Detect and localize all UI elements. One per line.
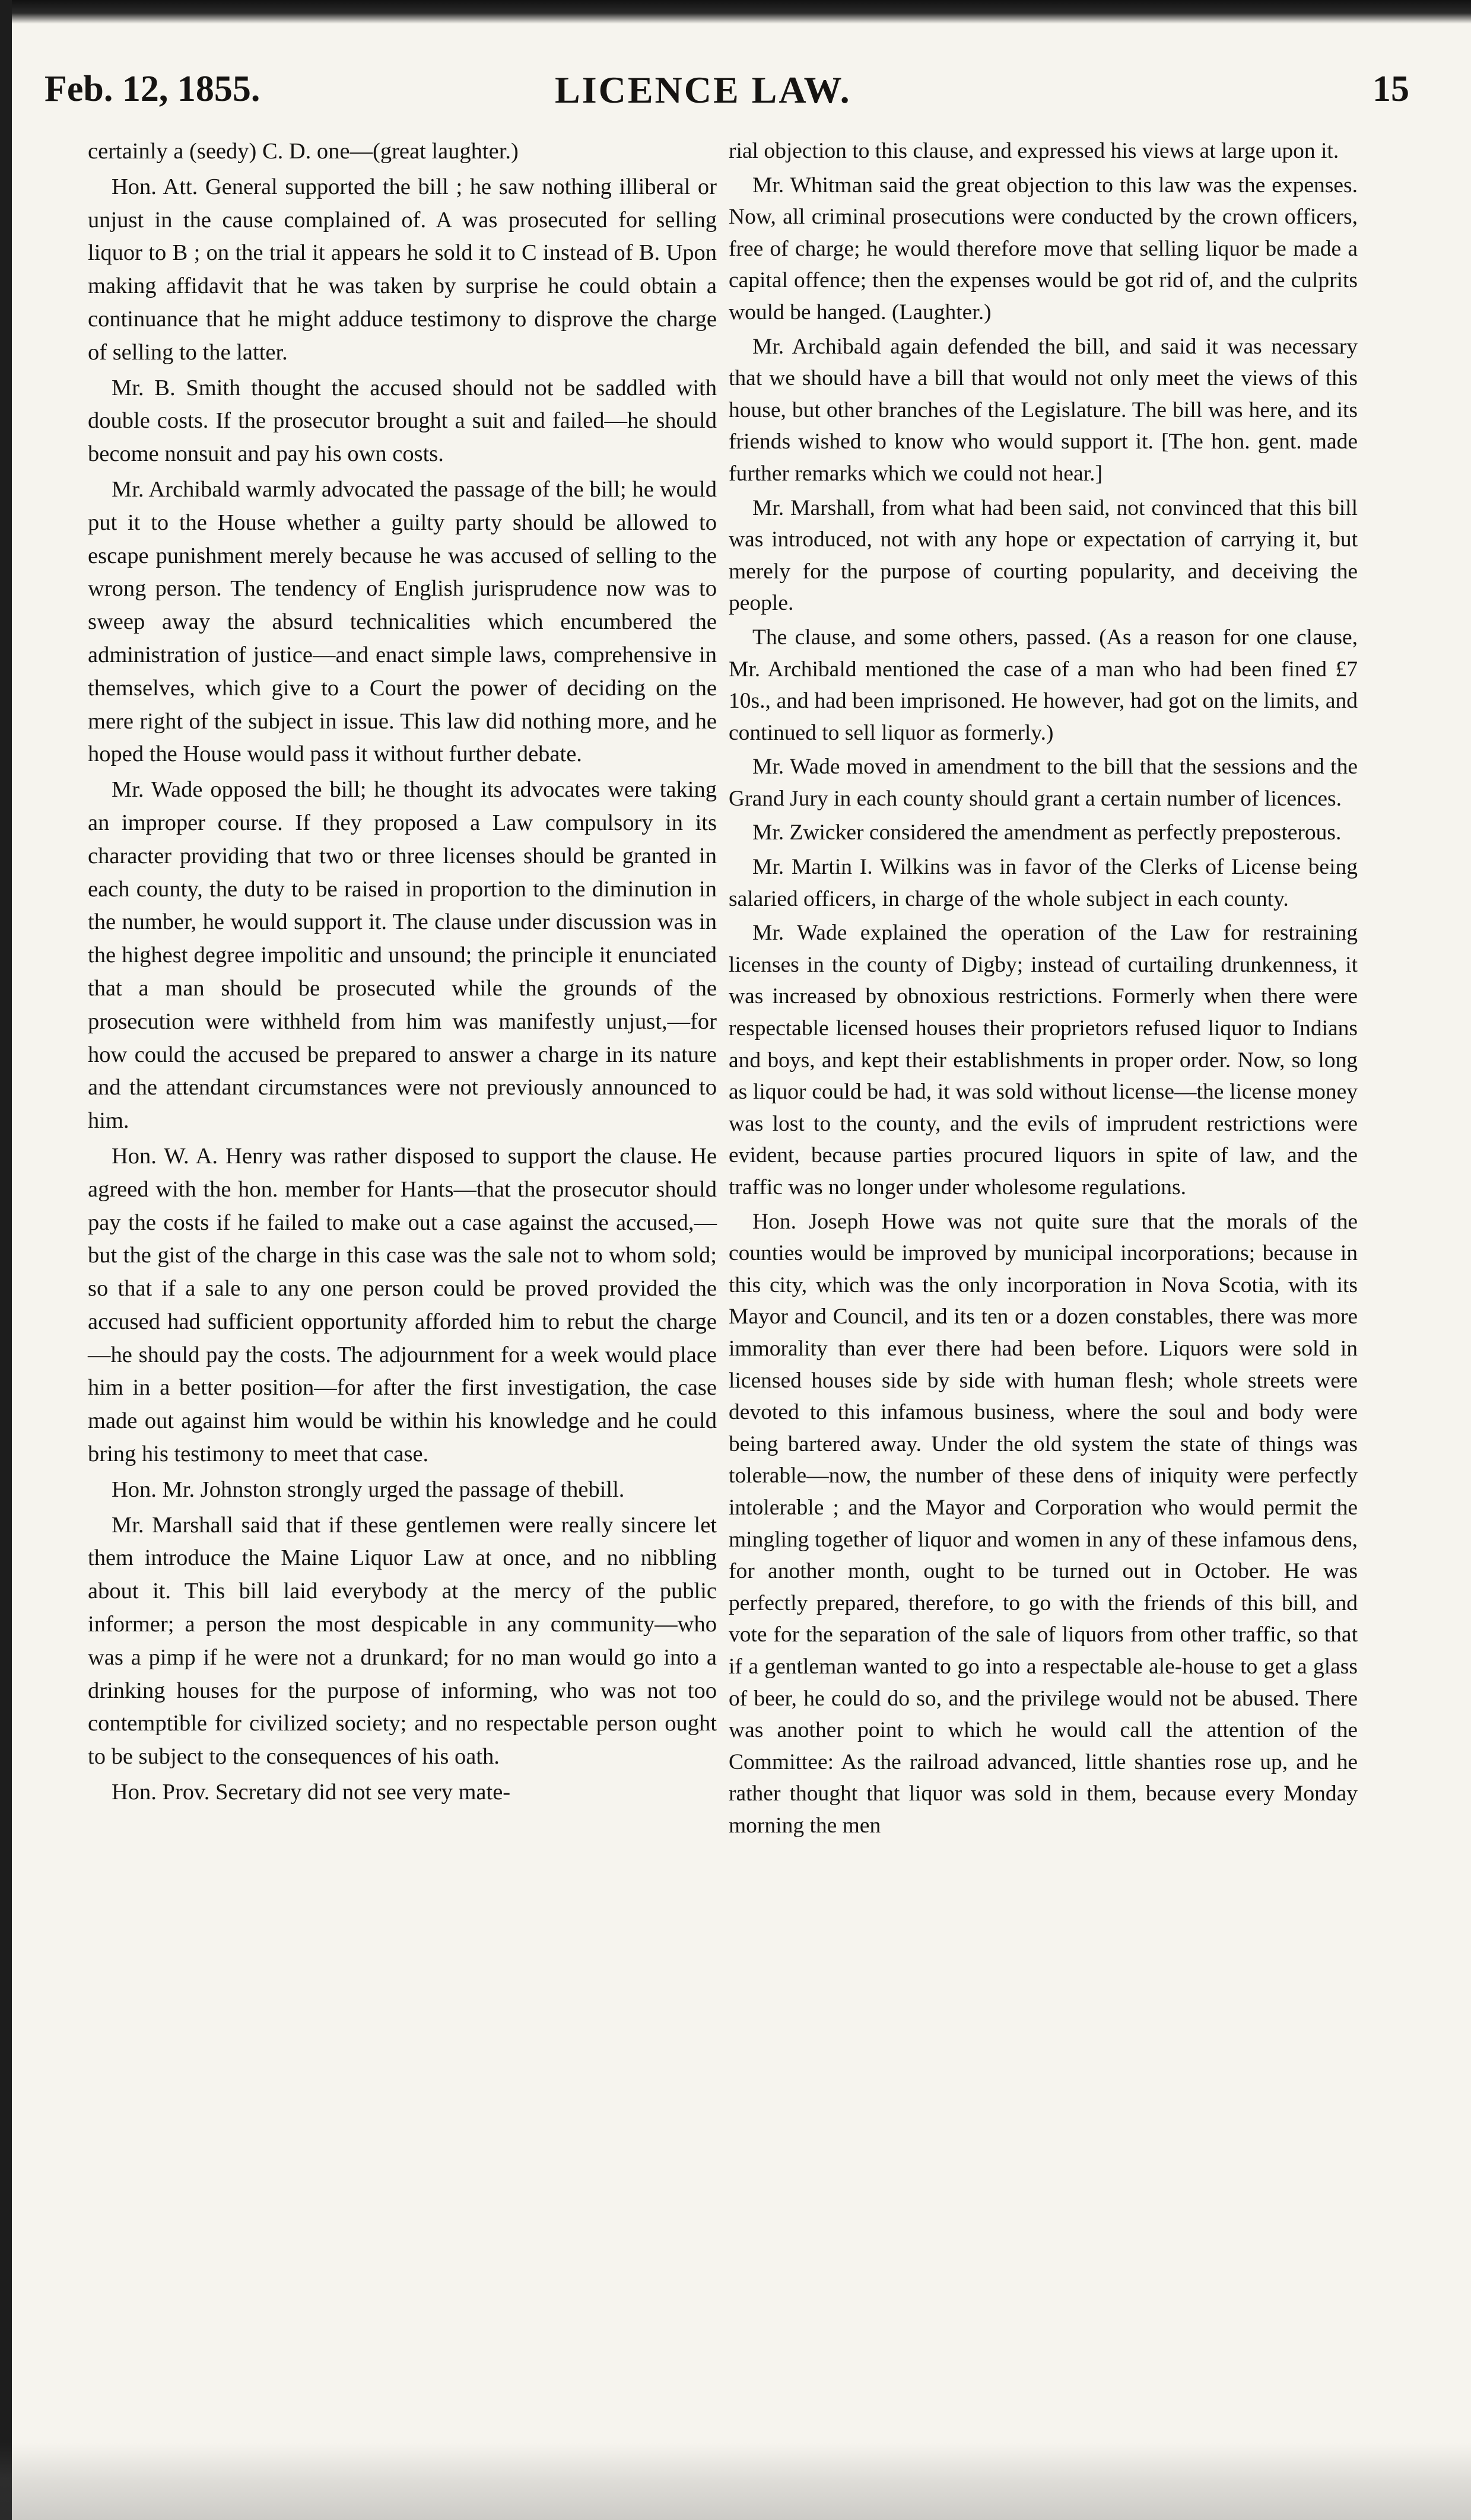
top-border — [0, 0, 1471, 24]
paragraph: Mr. Wade moved in amendment to the bill that the sessions and the Grand Jury in each county should grant a certain number of licences. — [729, 755, 1358, 811]
scan-noise — [0, 2443, 1471, 2520]
header-date: Feb. 12, 1855. — [45, 69, 260, 109]
paragraph: certainly a (seedy) C. D. one—(great laughter.) — [88, 139, 519, 164]
paragraph: Mr. Marshall, from what had been said, not convinced that this bill was introduced, not with any hope or expectation of carrying it, but merely for the purpose of courting popularity, and deceiving the people. — [729, 495, 1358, 616]
header-title: LICENCE LAW. — [555, 69, 852, 111]
paragraph: rial objection to this clause, and expressed his views at large upon it. — [729, 139, 1339, 163]
left-column — [88, 135, 717, 1812]
paragraph: Hon. Mr. Johnston strongly urged the passage of thebill. — [112, 1477, 625, 1502]
left-edge — [0, 0, 12, 2520]
page-number: 15 — [1372, 69, 1409, 109]
paragraph: Mr. Whitman said the great objection to this law was the expenses. Now, all criminal prosecutions were conducted by the crown officers, free of charge; he would therefore move that selling liquor be made a capital offence; then the expenses would be got rid of, and the culprits would be hanged. (Laughter.) — [729, 173, 1358, 324]
paragraph: Mr. Wade opposed the bill; he thought its advocates were taking an improper course. If they proposed a Law compulsory in its character providing that two or three licenses should be granted in each county, the duty to be raised in proportion to the diminution in the number, he would support it. The clause under discussion was in the highest degree impolitic and unsound; the principle it enunciated that a man should be prosecuted while the grounds of the prosecution were withheld from him was manifestly unjust,—for how could the accused be prepared to answer a charge in its nature and the attendant circumstances were not previously announced to him. — [88, 777, 717, 1134]
right-column — [729, 135, 1358, 1844]
paragraph: Mr. Zwicker considered the amendment as perfectly preposterous. — [752, 820, 1342, 845]
paragraph: Mr. B. Smith thought the accused should not be saddled with double costs. If the prosecutor brought a suit and failed—he should become nonsuit and pay his own costs. — [88, 375, 717, 467]
page-header — [45, 68, 1409, 122]
paragraph: Mr. Wade explained the operation of the Law for restraining licenses in the county of Digby; instead of curtailing drunkenness, it was increased by obnoxious restrictions. Formerly when there were respectable licensed houses their proprietors refused liquor to Indians and boys, and kept their establishments in proper order. Now, so long as liquor could be had, it was sold without license—the license money was lost to the county, and the evils of imprudent restrictions were evident, because parties procured liquors in spite of law, and the traffic was no longer under wholesome regulations. — [729, 921, 1358, 1199]
paragraph: The clause, and some others, passed. (As a reason for one clause, Mr. Archibald mentioned the case of a man who had been fined £7 10s., and had been imprisoned. He however, had got on the limits, and continued to sell liquor as formerly.) — [729, 625, 1358, 745]
paragraph: Mr. Archibald warmly advocated the passage of the bill; he would put it to the House whether a guilty party should be allowed to escape punishment merely because he was accused of selling to the wrong person. The tendency of English jurisprudence now was to sweep away the absurd technicalities which encumbered the administration of justice—and enact simple laws, comprehensive in themselves, which give to a Court the power of deciding on the mere right of the subject in issue. This law did nothing more, and he hoped the House would pass it without further debate. — [88, 476, 717, 767]
paragraph: Hon. Att. General supported the bill ; he saw nothing illiberal or unjust in the cause complained of. A was prosecuted for selling liquor to B ; on the trial it appears he sold it to C instead of B. Upon making affidavit that he was taken by surprise he could obtain a continuance that he might adduce testimony to disprove the charge of selling to the latter. — [88, 174, 717, 365]
paragraph: Hon. Prov. Secretary did not see very mate- — [112, 1780, 511, 1805]
paragraph: Mr. Marshall said that if these gentlemen were really sincere let them introduce the Maine Liquor Law at once, and no nibbling about it. This bill laid everybody at the mercy of the public informer; a person the most despicable in any community—who was a pimp if he were not a drunkard; for no man would go into a drinking houses for the purpose of informing, who was not too contemptible for civilized society; and no respectable person ought to be subject to the consequences of his oath. — [88, 1512, 717, 1770]
paragraph: Mr. Archibald again defended the bill, and said it was necessary that we should have a bill that would not only meet the views of this house, but other branches of the Legislature. The bill was here, and its friends wished to know who would support it. [The hon. gent. made further remarks which we could not hear.] — [729, 334, 1358, 486]
paragraph: Hon. Joseph Howe was not quite sure that the morals of the counties would be improved by municipal incorporations; because in this city, which was the only incorporation in Nova Scotia, with its Mayor and Council, and its ten or a dozen constables, there was more immorality than ever there had been before. Liquors were sold in licensed houses side by side with human flesh; whole streets were devoted to this infamous business, where the soul and body were being bartered away. Under the old system the state of things was tolerable—now, the number of these dens of iniquity were perfectly intolerable ; and the Mayor and Corporation who would permit the mingling together of liquor and women in any of these infamous dens, for another month, ought to be turned out in October. He was perfectly prepared, therefore, to go with the friends of this bill, and vote for the separation of the sale of liquors from other traffic, so that if a gentleman wanted to go into a respectable ale-house to get a glass of beer, he could do so, and the privilege would not be abused. There was another point to which he would call the attention of the Committee: As the railroad advanced, little shanties rose up, and he rather thought that liquor was sold in them, because every Monday morning the men — [729, 1209, 1358, 1838]
paragraph: Hon. W. A. Henry was rather disposed to support the clause. He agreed with the hon. member for Hants—that the prosecutor should pay the costs if he failed to make out a case against the accused,—but the gist of the charge in this case was the sale not to whom sold; so that if a sale to any one person could be proved provided the accused had sufficient opportunity afforded him to rebut the charge —he should pay the costs. The adjournment for a week would place him in a better position—for after the first investigation, the case made out against him would be within his knowledge and he could bring his testimony to meet that case. — [88, 1143, 717, 1467]
paragraph: Mr. Martin I. Wilkins was in favor of the Clerks of License being salaried officers, in charge of the whole subject in each county. — [729, 855, 1358, 911]
